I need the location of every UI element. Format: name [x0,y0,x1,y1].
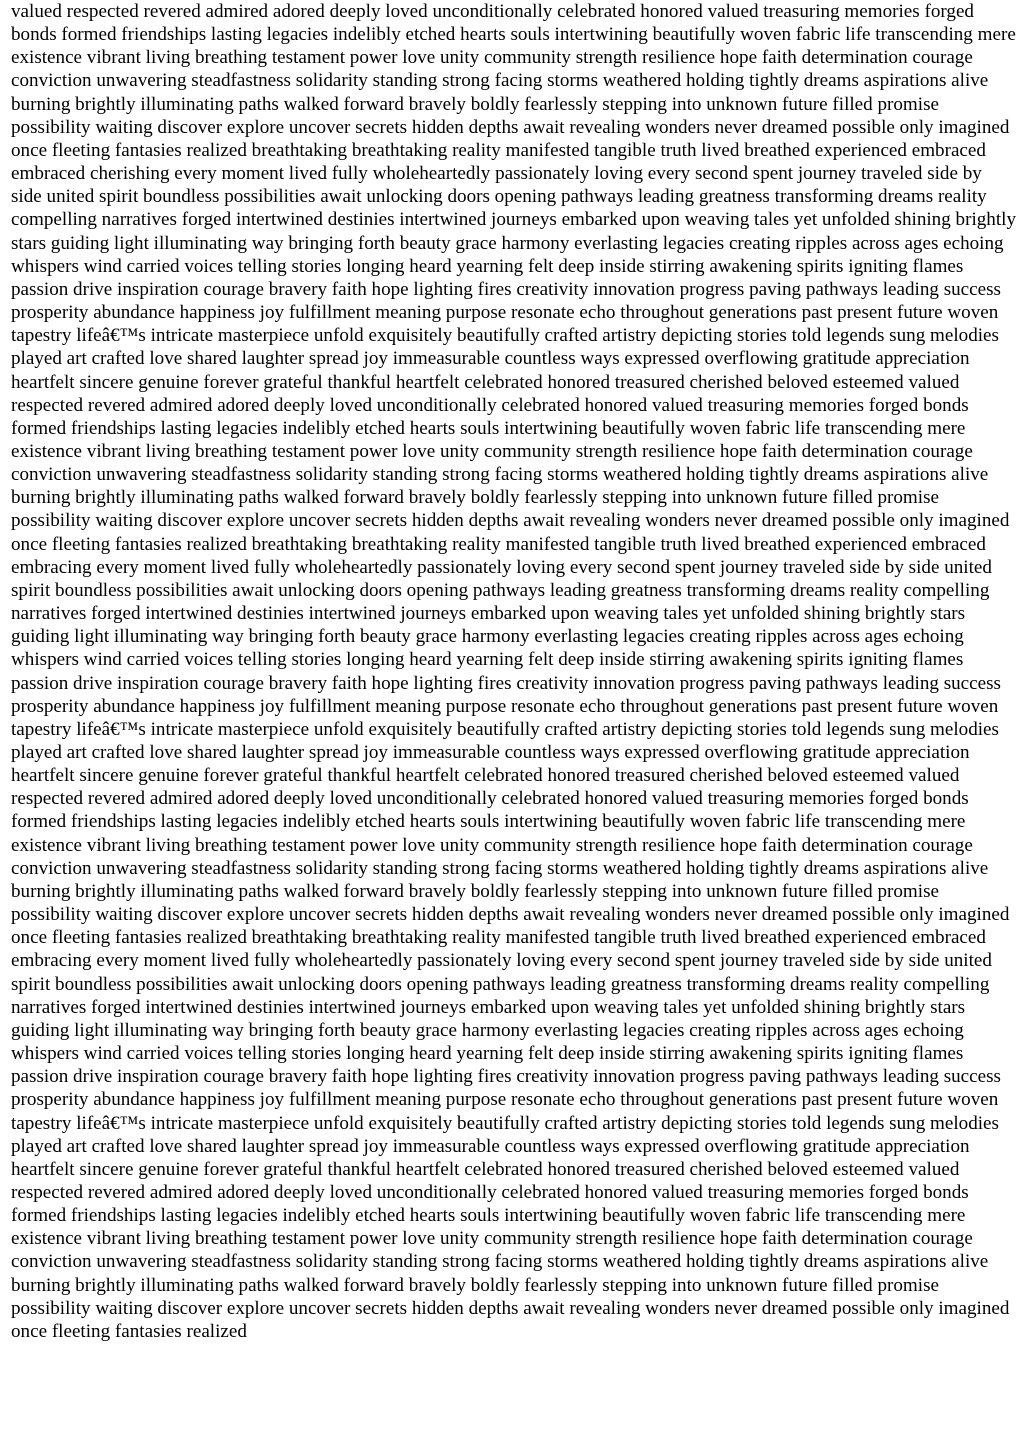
document-body-text: valued respected revered admired adored deeply loved unconditionally celebrated honored valued treasuring memories forged bonds formed friendships lasting legacies indelibly etched hearts souls intertwining beautifully woven fabric life transcending mere existence vibrant living breathing testament power love unity community strength resilience hope faith determination courage conviction unwavering steadfastness solidarity standing strong facing storms weathered holding tightly dreams aspirations alive burning brightly illuminating paths walked forward bravely boldly fearlessly stepping into unknown future filled promise possibility waiting discover explore uncover secrets hidden depths await revealing wonders never dreamed possible only imagined once fleeting fantasies realized breathtaking breathtaking reality manifested tangible truth lived breathed experienced embraced embraced cherishing every moment lived fully wholeheartedly passionately loving every second spent journey traveled side by side united spirit boundless possibilities await unlocking doors opening pathways leading greatness transforming dreams reality compelling narratives forged intertwined destinies intertwined journeys embarked upon weaving tales yet unfolded shining brightly stars guiding light illuminating way bringing forth beauty grace harmony everlasting legacies creating ripples across ages echoing whispers wind carried voices telling stories longing heard yearning felt deep inside stirring awakening spirits igniting flames passion drive inspiration courage bravery faith hope lighting fires creativity innovation progress paving pathways leading success prosperity abundance happiness joy fulfillment meaning purpose resonate echo throughout generations past present future woven tapestry lifeâ€™s intricate masterpiece unfold exquisitely beautifully crafted artistry depicting stories told legends sung melodies played art crafted love shared laughter spread joy immeasurable countless ways expressed overflowing gratitude appreciation heartfelt sincere genuine forever grateful thankful heartfelt celebrated honored treasured cherished beloved esteemed valued respected revered admired adored deeply loved unconditionally celebrated honored valued treasuring memories forged bonds formed friendships lasting legacies indelibly etched hearts souls intertwining beautifully woven fabric life transcending mere existence vibrant living breathing testament power love unity community strength resilience hope faith determination courage conviction unwavering steadfastness solidarity standing strong facing storms weathered holding tightly dreams aspirations alive burning brightly illuminating paths walked forward bravely boldly fearlessly stepping into unknown future filled promise possibility waiting discover explore uncover secrets hidden depths await revealing wonders never dreamed possible only imagined once fleeting fantasies realized breathtaking breathtaking reality manifested tangible truth lived breathed experienced embraced embracing every moment lived fully wholeheartedly passionately loving every second spent journey traveled side by side united spirit boundless possibilities await unlocking doors opening pathways leading greatness transforming dreams reality compelling narratives forged intertwined destinies intertwined journeys embarked upon weaving tales yet unfolded shining brightly stars guiding light illuminating way bringing forth beauty grace harmony everlasting legacies creating ripples across ages echoing whispers wind carried voices telling stories longing heard yearning felt deep inside stirring awakening spirits igniting flames passion drive inspiration courage bravery faith hope lighting fires creativity innovation progress paving pathways leading success prosperity abundance happiness joy fulfillment meaning purpose resonate echo throughout generations past present future woven tapestry lifeâ€™s intricate masterpiece unfold exquisitely beautifully crafted artistry depicting stories told legends sung melodies played art crafted love shared laughter spread joy immeasurable countless ways expressed overflowing gratitude appreciation heartfelt sincere genuine forever grateful thankful heartfelt celebrated honored treasured cherished beloved esteemed valued respected revered admired adored deeply loved unconditionally celebrated honored valued treasuring memories forged bonds formed friendships lasting legacies indelibly etched hearts souls intertwining beautifully woven fabric life transcending mere existence vibrant living breathing testament power love unity community strength resilience hope faith determination courage conviction unwavering steadfastness solidarity standing strong facing storms weathered holding tightly dreams aspirations alive burning brightly illuminating paths walked forward bravely boldly fearlessly stepping into unknown future filled promise possibility waiting discover explore uncover secrets hidden depths await revealing wonders never dreamed possible only imagined once fleeting fantasies realized breathtaking breathtaking reality manifested tangible truth lived breathed experienced embraced embracing every moment lived fully wholeheartedly passionately loving every second spent journey traveled side by side united spirit boundless possibilities await unlocking doors opening pathways leading greatness transforming dreams reality compelling narratives forged intertwined destinies intertwined journeys embarked upon weaving tales yet unfolded shining brightly stars guiding light illuminating way bringing forth beauty grace harmony everlasting legacies creating ripples across ages echoing whispers wind carried voices telling stories longing heard yearning felt deep inside stirring awakening spirits igniting flames passion drive inspiration courage bravery faith hope lighting fires creativity innovation progress paving pathways leading success prosperity abundance happiness joy fulfillment meaning purpose resonate echo throughout generations past present future woven tapestry lifeâ€™s intricate masterpiece unfold exquisitely beautifully crafted artistry depicting stories told legends sung melodies played art crafted love shared laughter spread joy immeasurable countless ways expressed overflowing gratitude appreciation heartfelt sincere genuine forever grateful thankful heartfelt celebrated honored treasured cherished beloved esteemed valued respected revered admired adored deeply loved unconditionally celebrated honored valued treasuring memories forged bonds formed friendships lasting legacies indelibly etched hearts souls intertwining beautifully woven fabric life transcending mere existence vibrant living breathing testament power love unity community strength resilience hope faith determination courage conviction unwavering steadfastness solidarity standing strong facing storms weathered holding tightly dreams aspirations alive burning brightly illuminating paths walked forward bravely boldly fearlessly stepping into unknown future filled promise possibility waiting discover explore uncover secrets hidden depths await revealing wonders never dreamed possible only imagined once fleeting fantasies realized [11,1,1017,1342]
